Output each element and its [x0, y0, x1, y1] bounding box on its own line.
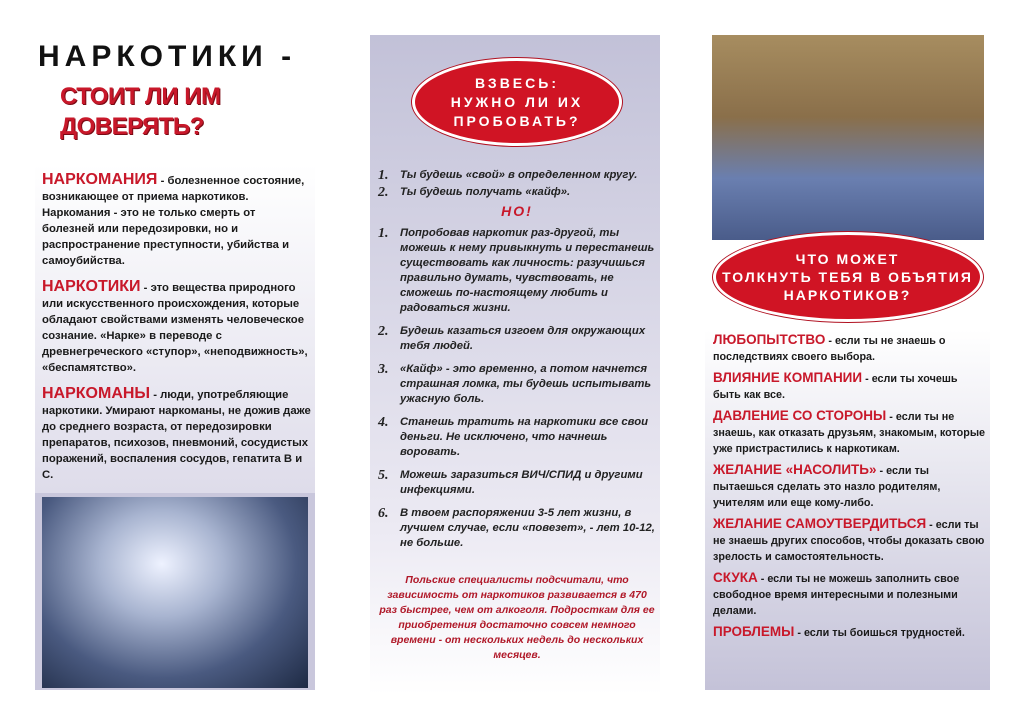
- reason-item: [713, 462, 986, 511]
- con-item: [378, 468, 656, 498]
- item-number: 2.: [378, 185, 389, 200]
- oval-line: ВЗВЕСЬ:: [475, 74, 559, 91]
- reason-term: ЛЮБОПЫТСТВО: [713, 332, 826, 347]
- weigh-it-oval-heading: [412, 58, 622, 146]
- reason-item: [713, 408, 986, 457]
- con-item: [378, 324, 656, 354]
- reason-item: [713, 370, 986, 403]
- item-text: Станешь тратить на наркотики все свои деньги. Не исключено, что начнешь воровать.: [400, 416, 649, 458]
- term: НАРКОМАНЫ: [42, 385, 151, 402]
- item-number: 1.: [378, 168, 389, 183]
- definition-text: - люди, употребляющие наркотики. Умирают наркоманы, не дожив даже до среднего возраста, от передозировки препаратов, психозов, пневмоний, сосудистых поражений, воспаления сосудов, гепатита В и С.: [42, 389, 311, 481]
- brochure-title: НАРКОТИКИ -: [38, 40, 297, 73]
- reasons-list: [705, 322, 990, 646]
- item-number: 6.: [378, 506, 389, 521]
- item-text: Будешь казаться изгоем для окружающих тебя людей.: [400, 325, 646, 352]
- right-column: [705, 35, 990, 690]
- con-item: [378, 226, 656, 316]
- item-text: Ты будешь «свой» в определенном кругу.: [400, 169, 638, 181]
- con-item: [378, 362, 656, 407]
- oval-line: ЧТО МОЖЕТ: [795, 251, 900, 267]
- reason-text: - если ты не знаешь о последствиях своего выбора.: [713, 335, 946, 363]
- left-photo-frame: [35, 493, 315, 690]
- reason-text: - если ты пытаешься сделать это назло родителям, учителям или еще кому-либо.: [713, 465, 941, 509]
- oval-line: ПРОБОВАТЬ?: [453, 112, 581, 129]
- definition-text: - это вещества природного или искусственного происхождения, которые обладают свойствами изменять человеческое сознание. «Нарке» в переводе с древнегреческого «ступор», «неподвижность», «беспамятство».: [42, 282, 308, 374]
- item-number: 4.: [378, 415, 389, 430]
- oval-line: НУЖНО ЛИ ИХ: [450, 93, 584, 110]
- item-number: 3.: [378, 362, 389, 377]
- reason-text: - если ты не знаешь других способов, чтобы доказать свою зрелость и самостоятельность.: [713, 519, 985, 563]
- reason-term: ЖЕЛАНИЕ «НАСОЛИТЬ»: [713, 462, 877, 477]
- reason-term: ПРОБЛЕМЫ: [713, 624, 795, 639]
- young-man-photo: [42, 497, 308, 688]
- definitions: [35, 164, 315, 493]
- definition-addicts: [42, 386, 311, 483]
- reason-item: [713, 570, 986, 619]
- con-item: [378, 415, 656, 460]
- reason-text: - если ты хочешь быть как все.: [713, 373, 958, 401]
- middle-column: [370, 35, 660, 695]
- reason-item: [713, 624, 986, 641]
- item-text: Попробовав наркотик раз-другой, ты можешь к нему привыкнуть и перестанешь существовать как личность: разучишься правильно думать, чувствовать, не сможешь по-настоящему любить и радоваться жизни.: [400, 227, 655, 314]
- item-text: В твоем распоряжении 3-5 лет жизни, в лучшем случае, если «повезет», - лет 10-12, не больше.: [400, 507, 655, 549]
- item-text: «Кайф» - это временно, а потом начнется страшная ломка, ты будешь испытывать ужасную боль.: [400, 363, 652, 405]
- but-heading: НО!: [501, 203, 533, 219]
- term: НАРКОТИКИ: [42, 278, 141, 295]
- oval-line: ТОЛКНУТЬ ТЕБЯ В ОБЪЯТИЯ: [722, 269, 973, 285]
- item-text: Можешь заразиться ВИЧ/СПИД и другими инфекциями.: [400, 469, 643, 496]
- pro-item: [378, 168, 656, 183]
- term: НАРКОМАНИЯ: [42, 171, 158, 188]
- pros-cons-list: [378, 168, 656, 559]
- reason-term: ЖЕЛАНИЕ САМОУТВЕРДИТЬСЯ: [713, 516, 927, 531]
- item-number: 1.: [378, 226, 389, 241]
- pro-item: [378, 185, 656, 200]
- definition-addiction: [42, 172, 311, 269]
- reason-item: [713, 516, 986, 565]
- reason-text: - если ты боишься трудностей.: [794, 627, 965, 639]
- teenagers-photo: [712, 35, 984, 240]
- reason-text: - если ты не знаешь, как отказать друзьям, знакомым, которые уже пристрастились к наркотикам.: [713, 411, 986, 455]
- brochure-subtitle: СТОИТ ЛИ ИМ ДОВЕРЯТЬ?: [60, 83, 221, 140]
- definition-text: - болезненное состояние, возникающее от приема наркотиков. Наркомания - это не только смерть от болезней или передозировки, но и распространение преступности, убийства и самоубийства.: [42, 175, 305, 267]
- reason-text: - если ты не можешь заполнить свое свободное время интересными и полезными делами.: [713, 573, 960, 617]
- reason-term: СКУКА: [713, 570, 758, 585]
- reason-item: [713, 332, 986, 365]
- reason-term: ВЛИЯНИЕ КОМПАНИИ: [713, 370, 863, 385]
- con-item: [378, 506, 656, 551]
- statistics-note: Польские специалисты подсчитали, что зависимость от наркотиков развивается в 470 раз быстрее, чем от алкоголя. Подросткам для ее приобретения достаточно совсем немного времени - от нескольких недель до нескольких месяцев.: [379, 574, 655, 661]
- what-pushes-oval-heading: [713, 232, 983, 322]
- item-text: Ты будешь получать «кайф».: [400, 186, 571, 198]
- definition-drugs: [42, 279, 311, 376]
- reason-term: ДАВЛЕНИЕ СО СТОРОНЫ: [713, 408, 887, 423]
- item-number: 5.: [378, 468, 389, 483]
- item-number: 2.: [378, 324, 389, 339]
- left-column: [35, 40, 315, 690]
- oval-line: НАРКОТИКОВ?: [783, 287, 912, 303]
